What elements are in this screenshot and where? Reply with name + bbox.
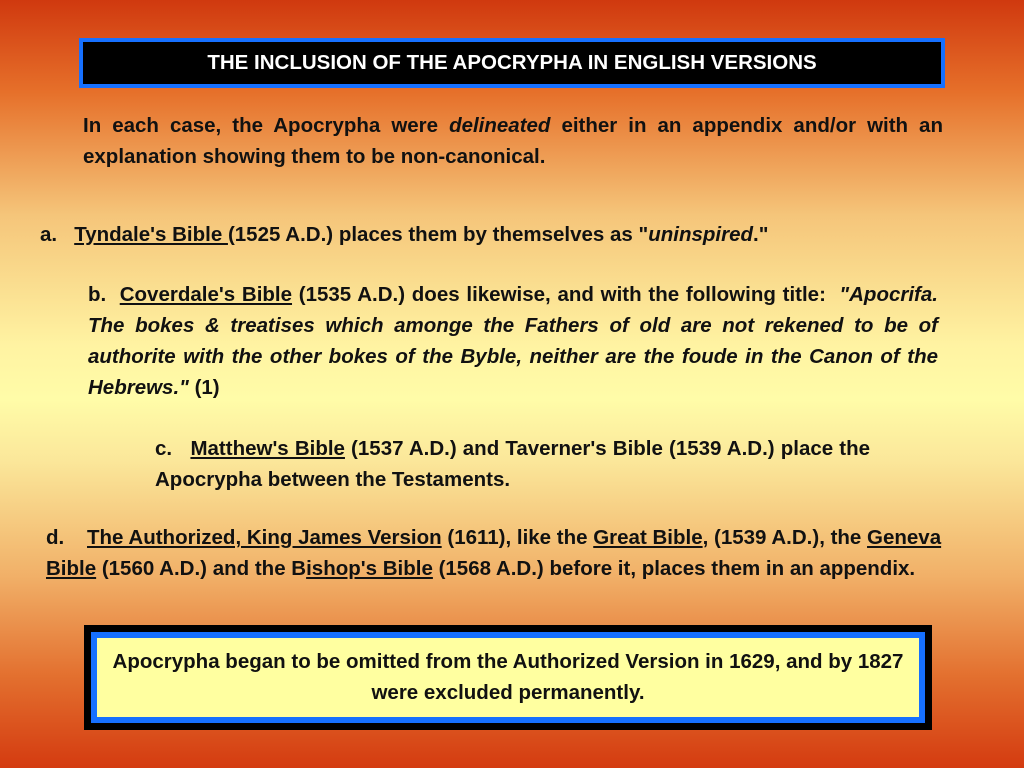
intro-text-1: In each case, the Apocrypha were xyxy=(83,114,450,137)
item-a-text-1: (1525 A.D.) places them by themselves as " xyxy=(227,223,649,246)
intro-emphasis: delineated xyxy=(449,114,551,137)
item-d-great-bible: Great Bible xyxy=(593,526,703,549)
item-d-text-2: , (1539 A.D.), the xyxy=(702,526,868,549)
intro-text-2: either in an appendix and/or with an explanation showing them to be non-canonical. xyxy=(83,114,943,168)
summary-box xyxy=(84,625,932,730)
item-a-text-2: ." xyxy=(753,223,769,246)
intro-paragraph xyxy=(83,110,943,172)
item-d-bishops-bible: ishop's Bible xyxy=(306,557,433,580)
item-c-text-1: (1537 A.D.) and Taverner's Bible (1539 A.D.) place the Apocrypha between the Testaments. xyxy=(155,437,871,491)
item-b-text-1: (1535 A.D.) does likewise, and with the following title: xyxy=(292,283,826,306)
item-b xyxy=(88,279,938,403)
item-b-text-2: (1) xyxy=(188,376,220,399)
item-d-text-1: (1611), like the xyxy=(441,526,594,549)
item-a xyxy=(40,219,1000,250)
item-a-emphasis: uninspired xyxy=(648,223,754,246)
item-c-bible-name: Matthew's Bible xyxy=(190,437,345,460)
item-d-version-name: The Authorized, King James Version xyxy=(87,526,442,549)
item-a-bible-name: Tyndale's Bible xyxy=(74,223,228,246)
item-b-marker: b. xyxy=(88,283,107,306)
item-b-quote: "Apocrifa. The bokes & treatises which amonge the Fathers of old are not rekened to be of authorite with the other bokes of the Byble, neither are the foude in the Canon of the Hebrews." xyxy=(88,283,938,399)
item-a-marker: a. xyxy=(40,223,58,246)
item-d xyxy=(46,522,976,584)
item-d-marker: d. xyxy=(46,526,65,549)
item-b-bible-name: Coverdale's Bible xyxy=(119,283,293,306)
item-c xyxy=(155,433,870,495)
item-d-geneva-bible: Geneva Bible xyxy=(46,526,942,580)
summary-text: Apocrypha began to be omitted from the Authorized Version in 1629, and by 1827 were excluded permanently. xyxy=(91,632,925,723)
item-d-text-3: (1560 A.D.) and the B xyxy=(96,557,307,580)
slide-title: THE INCLUSION OF THE APOCRYPHA IN ENGLISH VERSIONS xyxy=(79,38,945,88)
item-d-text-4: (1568 A.D.) before it, places them in an appendix. xyxy=(432,557,916,580)
item-c-marker: c. xyxy=(155,437,173,460)
